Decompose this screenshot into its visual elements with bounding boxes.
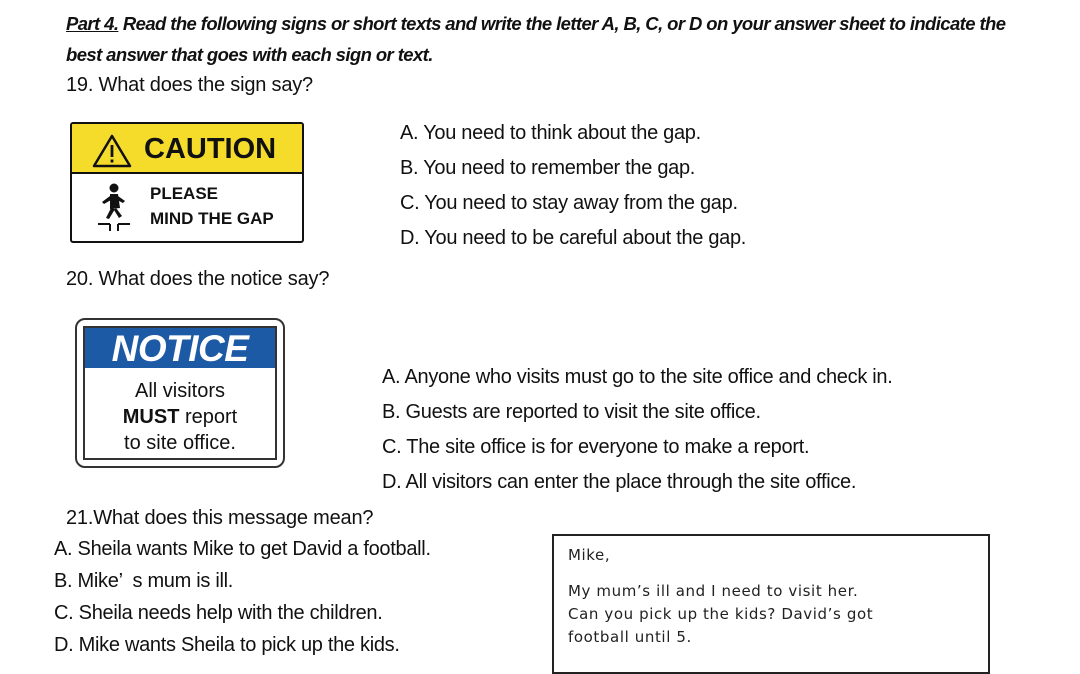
q21-option-b: B. Mike’ s mum is ill.: [54, 570, 234, 592]
message-line3: football until 5.: [568, 628, 692, 646]
notice-sign: [75, 318, 285, 468]
q19-option-a: A. You need to think about the gap.: [400, 122, 701, 144]
caution-header: CAUTION: [144, 133, 277, 165]
notice-line3: to site office.: [124, 432, 236, 454]
instruction-line1: Read the following signs or short texts and write the letter A, B, C, or D on your answer sheet to indicate the: [118, 13, 1006, 34]
q20-option-d: D. All visitors can enter the place through the site office.: [382, 471, 857, 493]
warning-triangle-icon: [92, 134, 132, 168]
instructions: [66, 8, 1056, 70]
q21-option-a: A. Sheila wants Mike to get David a football.: [54, 538, 431, 560]
message-line2: Can you pick up the kids? David’s got: [568, 605, 874, 623]
caution-line1: PLEASE: [150, 184, 219, 203]
message-line1: My mum’s ill and I need to visit her.: [568, 582, 859, 600]
question-19: 19. What does the sign say?: [66, 74, 313, 96]
q21-option-c: C. Sheila needs help with the children.: [54, 602, 383, 624]
q19-option-d: D. You need to be careful about the gap.: [400, 227, 747, 249]
notice-line2: [85, 404, 275, 430]
notice-report: report: [179, 406, 238, 428]
part-label: Part 4.: [66, 13, 119, 34]
caution-line2: MIND THE GAP: [150, 209, 274, 228]
q19-option-c: C. You need to stay away from the gap.: [400, 192, 738, 214]
notice-must: MUST: [122, 406, 180, 428]
notice-header: NOTICE: [85, 328, 275, 368]
q20-option-c: C. The site office is for everyone to make a report.: [382, 436, 810, 458]
q20-option-b: B. Guests are reported to visit the site office.: [382, 401, 761, 423]
message-greeting: Mike,: [568, 546, 611, 564]
notice-body: [85, 378, 275, 456]
notice-inner: [83, 326, 277, 460]
q20-option-a: A. Anyone who visits must go to the site office and check in.: [382, 366, 893, 388]
message-box: [552, 534, 990, 674]
question-20: 20. What does the notice say?: [66, 268, 330, 290]
person-stepping-gap-icon: [94, 182, 134, 234]
caution-sign: [70, 122, 304, 243]
notice-line1: All visitors: [134, 380, 225, 402]
question-21: 21.What does this message mean?: [66, 507, 374, 529]
q19-option-b: B. You need to remember the gap.: [400, 157, 696, 179]
q21-option-d: D. Mike wants Sheila to pick up the kids.: [54, 634, 400, 656]
instruction-line2: best answer that goes with each sign or text.: [66, 44, 433, 65]
